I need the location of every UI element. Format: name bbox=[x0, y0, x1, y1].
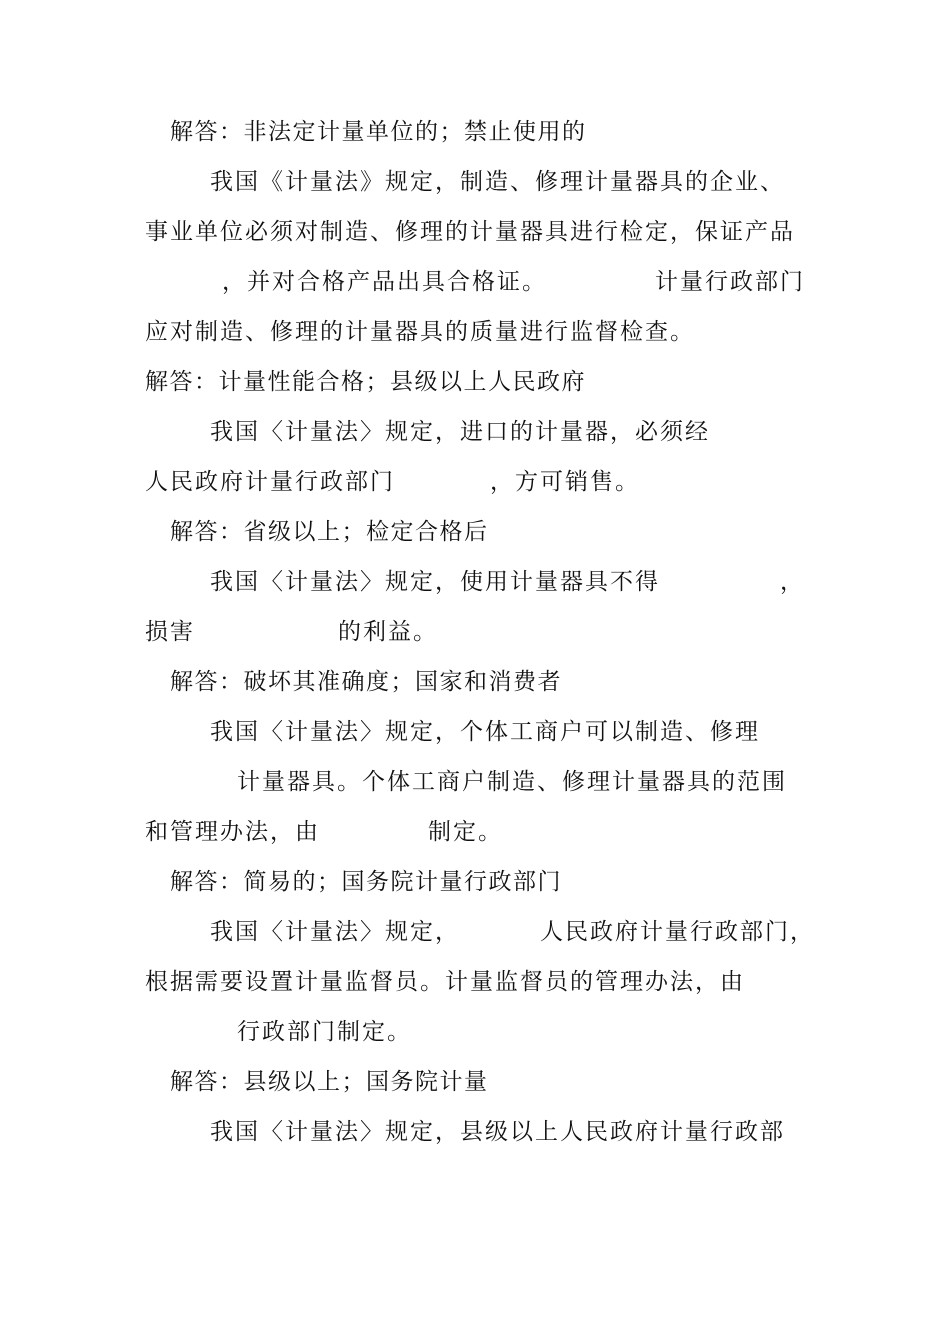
question-6-line-1a: 我国〈计量法〉规定， bbox=[210, 919, 460, 945]
question-4-line-1b: ， bbox=[780, 569, 805, 595]
answer-line-4: 解答：破坏其准确度；国家和消费者 bbox=[170, 669, 562, 695]
question-2-line-3a: ，并对合格产品出具合格证。 bbox=[222, 269, 547, 295]
question-6-line-1b: 人民政府计量行政部门， bbox=[540, 919, 815, 945]
question-5-line-1: 我国〈计量法〉规定，个体工商户可以制造、修理 bbox=[210, 719, 760, 745]
question-4-line-2a: 损害 bbox=[145, 619, 195, 645]
question-3-line-1: 我国〈计量法〉规定，进口的计量器，必须经 bbox=[210, 419, 710, 445]
answer-line-3: 解答：省级以上；检定合格后 bbox=[170, 519, 489, 545]
question-6-line-2: 根据需要设置计量监督员。计量监督员的管理办法，由 bbox=[145, 969, 745, 995]
question-7-line-1: 我国〈计量法〉规定，县级以上人民政府计量行政部 bbox=[210, 1119, 785, 1145]
question-6-line-3: 行政部门制定。 bbox=[237, 1019, 412, 1045]
question-2-line-3b: 计量行政部门 bbox=[655, 269, 805, 295]
question-5-line-3b: 制定。 bbox=[428, 819, 503, 845]
question-5-line-3a: 和管理办法，由 bbox=[145, 819, 320, 845]
answer-line-6: 解答：县级以上；国务院计量 bbox=[170, 1069, 489, 1095]
question-3-line-2a: 人民政府计量行政部门 bbox=[145, 469, 395, 495]
answer-line-2: 解答：计量性能合格；县级以上人民政府 bbox=[145, 369, 586, 395]
question-2-line-2: 事业单位必须对制造、修理的计量器具进行检定，保证产品 bbox=[145, 219, 795, 245]
answer-line-1: 解答：非法定计量单位的；禁止使用的 bbox=[170, 119, 587, 145]
question-5-line-2: 计量器具。个体工商户制造、修理计量器具的范围 bbox=[237, 769, 787, 795]
answer-line-5: 解答：简易的；国务院计量行政部门 bbox=[170, 869, 562, 895]
question-2-line-1: 我国《计量法》规定，制造、修理计量器具的企业、 bbox=[210, 169, 785, 195]
question-3-line-2b: ，方可销售。 bbox=[490, 469, 640, 495]
question-4-line-1a: 我国〈计量法〉规定，使用计量器具不得 bbox=[210, 569, 660, 595]
question-4-line-2b: 的利益。 bbox=[338, 619, 438, 645]
question-2-line-4: 应对制造、修理的计量器具的质量进行监督检查。 bbox=[145, 319, 695, 345]
